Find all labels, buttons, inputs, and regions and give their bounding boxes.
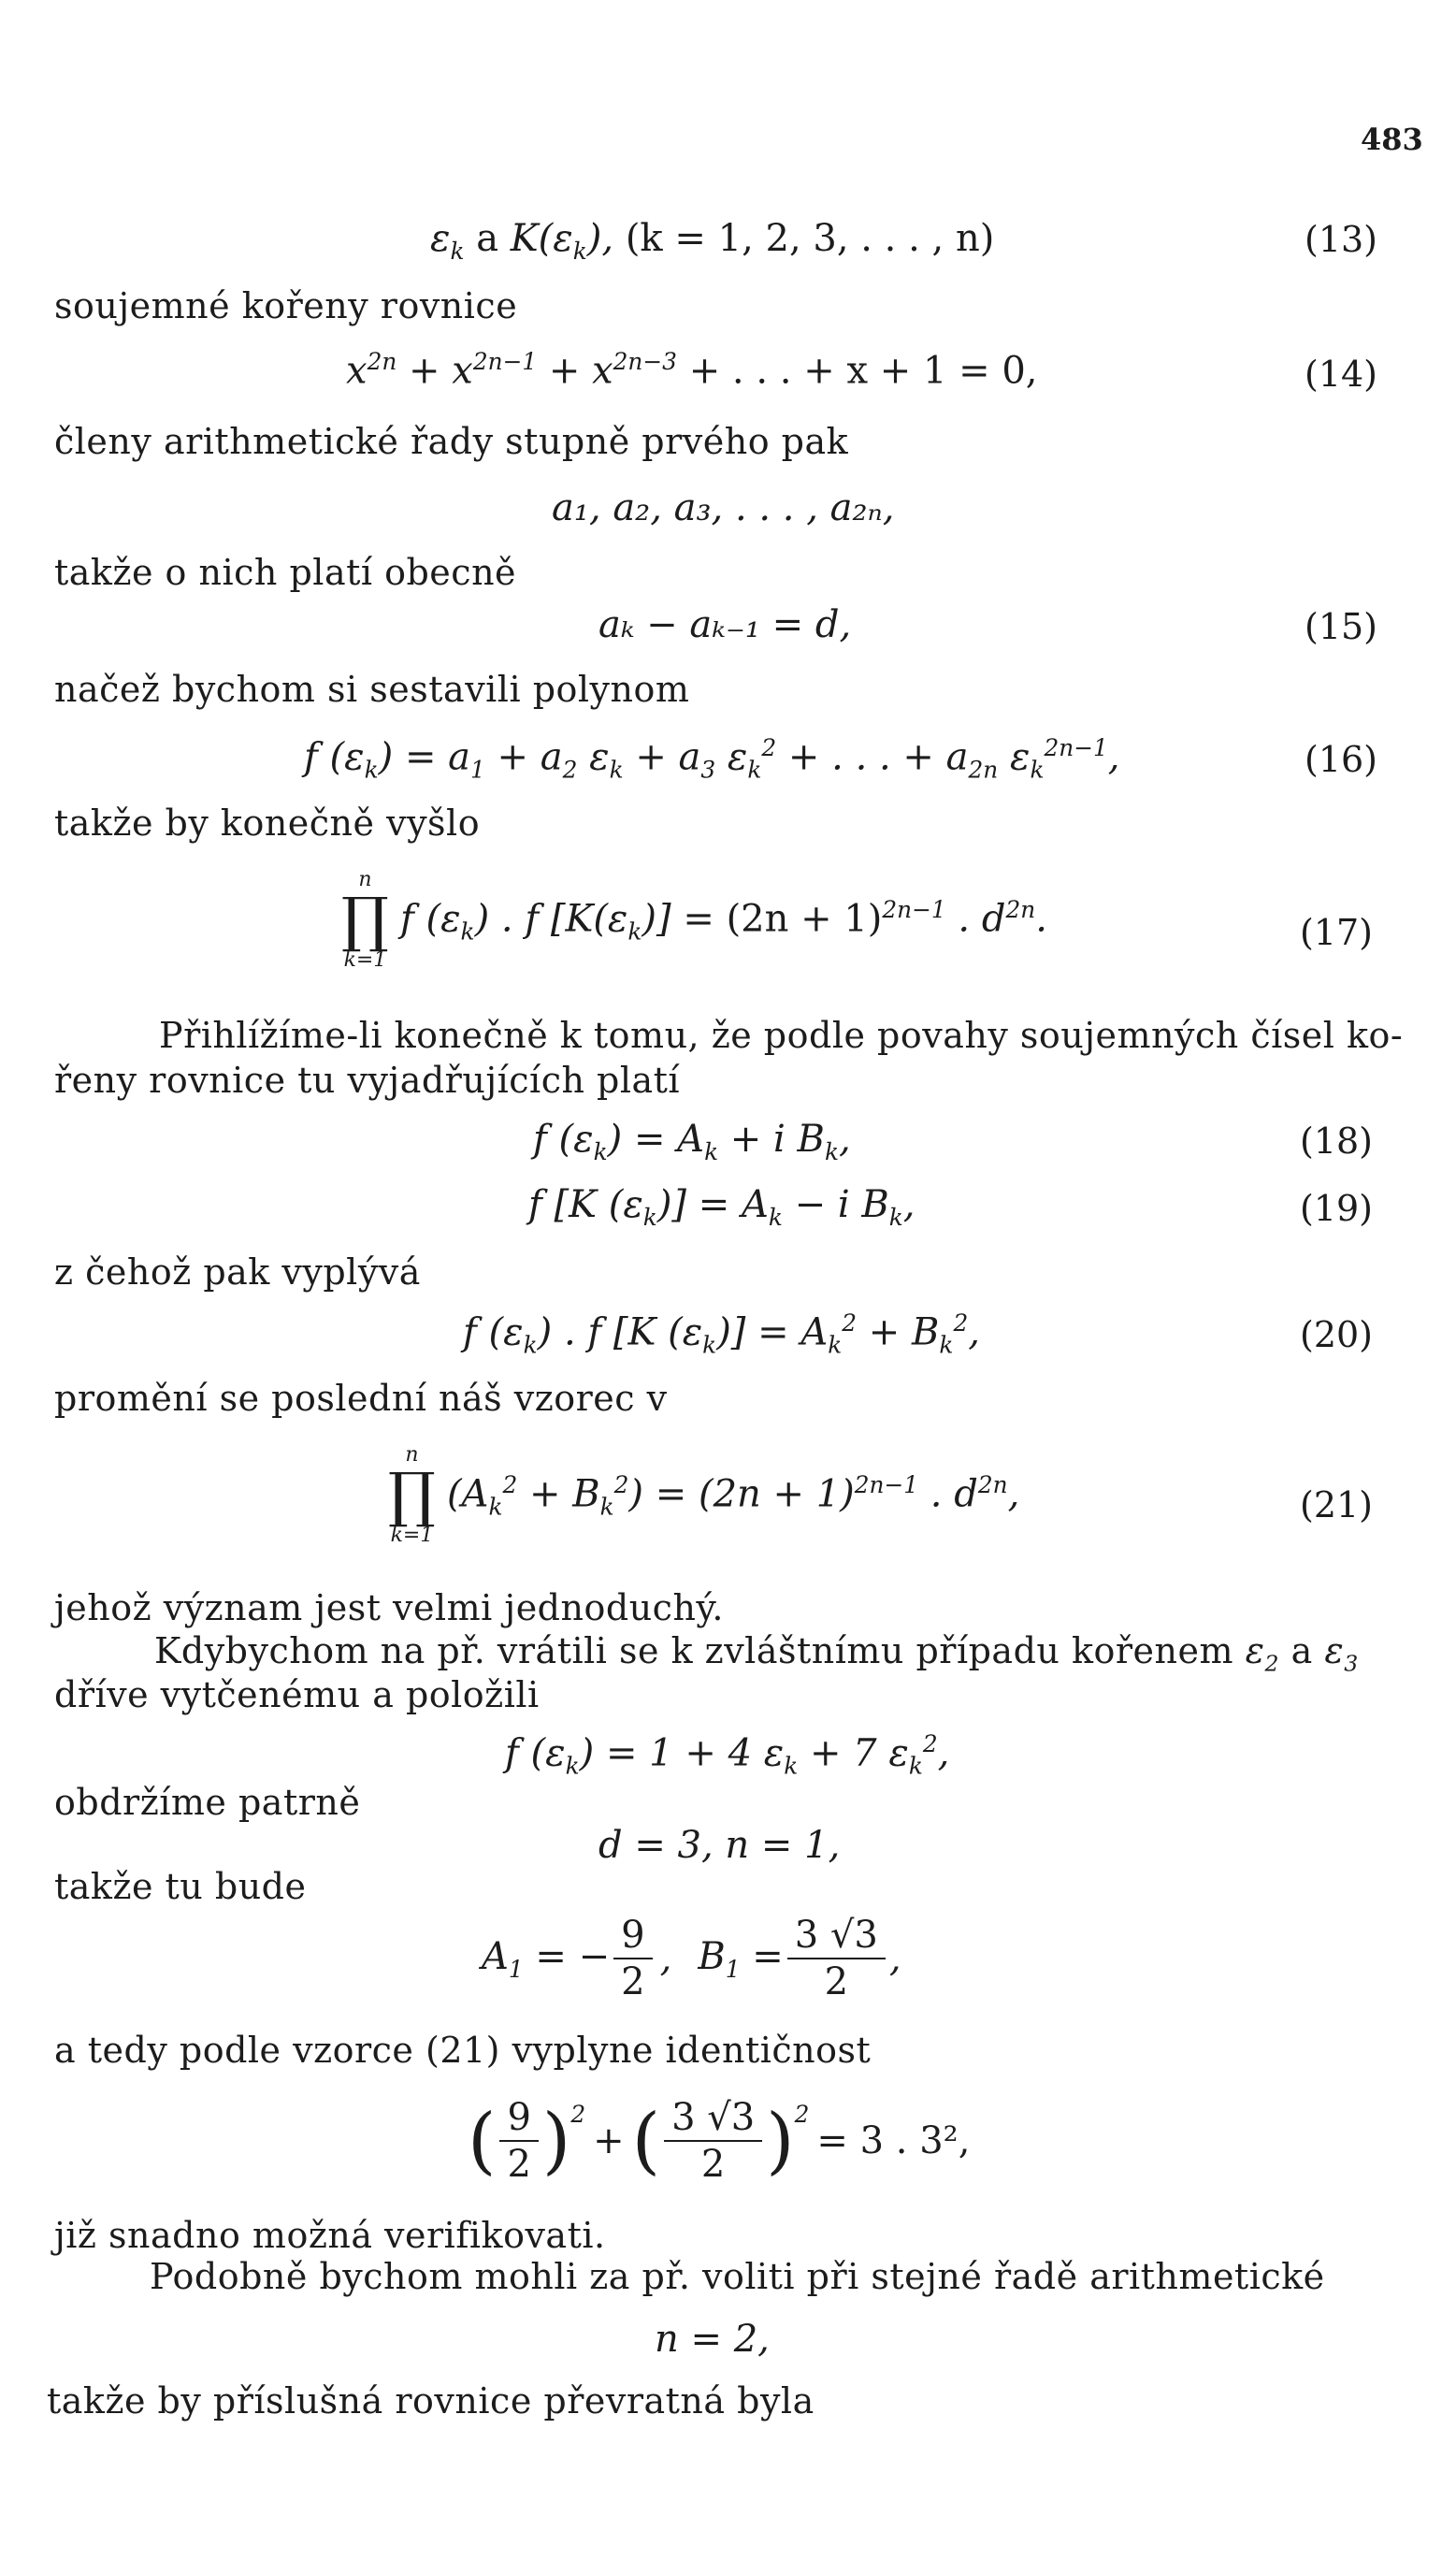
equation-21: n ∏ k=1 $(A_k^2 + B_k^2) = (2n + 1)^{2n-1}$ . $d^{2n}$,: [388, 1443, 1020, 1547]
text-line-10b: dříve vytčenému a položili: [54, 1674, 540, 1715]
equation-number-19: (19): [1300, 1188, 1374, 1229]
text-line-12: takže tu bude: [54, 1866, 307, 1907]
equation-15: aₖ − aₖ₋₁ = d,: [598, 603, 852, 646]
f-eps-formula: f $(\varepsilon_k) = 1 + 4$ $\varepsilon_k + 7$ $\varepsilon_k^2$,: [505, 1730, 950, 1780]
identity-formula: ( $\frac{9}{2}$ ) $^2$ + ( $\frac{3 √3}{2}$ ) $^2$ = 3 . 3²,: [468, 2096, 971, 2186]
page-number: 483: [1361, 122, 1423, 157]
a1-b1-formula: $A_1$ = − $\frac{9}{2}$ , $B_1$ = $\frac{3 √3}{2}$ ,: [482, 1914, 901, 2003]
n-eq-formula: n = 2,: [655, 2318, 770, 2361]
equation-16: f $(\varepsilon_k) = a_1 + a_2$ $\varepsilon_k + a_3$ $\varepsilon_k^2$ + . . . + $a_{2n}$ $\varepsilon_k^{2n-1}$,: [304, 734, 1120, 784]
text-line-11: obdržíme patrně: [54, 1782, 361, 1823]
text-line-8: promění se poslední náš vzorec v: [54, 1378, 668, 1419]
text-line-16: takže by příslušná rovnice převratná byla: [47, 2380, 814, 2422]
text-line-4: načež bychom si sestavili polynom: [54, 669, 690, 710]
text-line-7: z čehož pak vyplývá: [54, 1251, 421, 1293]
sequence-formula: a₁, a₂, a₃, . . . , a₂ₙ,: [552, 486, 895, 529]
text-line-6a: Přihlížíme-li konečně k tomu, že podle povahy soujemných čísel ko-: [159, 1015, 1404, 1056]
text-line-10a: Kdybychom na př. vrátili se k zvláštnímu případu kořenem $\varepsilon_2$ a $\varepsilon_3$: [154, 1630, 1359, 1677]
equation-number-20: (20): [1300, 1314, 1374, 1355]
text-line-13: a tedy podle vzorce (21) vyplyne identičnost: [54, 2030, 872, 2071]
equation-number-15: (15): [1305, 606, 1378, 647]
d-n-formula: d = 3, n = 1,: [598, 1824, 841, 1867]
text-line-9: jehož význam jest velmi jednoduchý.: [54, 1587, 724, 1628]
text-line-5: takže by konečně vyšlo: [54, 802, 481, 844]
product-symbol: n ∏ k=1: [341, 868, 389, 972]
text-line-6b: řeny rovnice tu vyjadřujících platí: [54, 1060, 681, 1101]
equation-number-13: (13): [1305, 219, 1378, 260]
equation-number-16: (16): [1305, 739, 1378, 780]
equation-number-21: (21): [1300, 1484, 1374, 1525]
text-line-14: již snadno možná verifikovati.: [54, 2215, 606, 2256]
equation-number-18: (18): [1300, 1120, 1374, 1162]
equation-19: f [K $(\varepsilon_k)] = A_k - i$ $B_k$,: [528, 1183, 915, 1231]
equation-number-14: (14): [1305, 354, 1378, 395]
equation-14: $x^{2n} + x^{2n-1} + x^{2n-3}$ + . . . + x + 1 = 0,: [346, 348, 1038, 393]
equation-20: f $(\varepsilon_k)$ . f [K $(\varepsilon_k)] = A_k^2 + B_k^2$,: [463, 1309, 980, 1359]
text-line-3: takže o nich platí obecně: [54, 552, 517, 593]
equation-13: $\varepsilon_k$ a $K(\varepsilon_k)$, (k = 1, 2, 3, . . . , n): [430, 217, 995, 265]
equation-18: f $(\varepsilon_k) = A_k + i$ $B_k$,: [533, 1118, 851, 1165]
text-line-15: Podobně bychom mohli za př. voliti při stejné řadě arithmetické: [150, 2256, 1325, 2297]
text-line-1: soujemné kořeny rovnice: [54, 285, 518, 326]
text-line-2: členy arithmetické řady stupně prvého pak: [54, 421, 849, 462]
equation-17: n ∏ k=1 f $(\varepsilon_k)$ . f $[K(\varepsilon_k)] = (2n + 1)^{2n-1}$ . $d^{2n}$.: [341, 868, 1047, 972]
equation-number-17: (17): [1300, 912, 1374, 953]
product-symbol-21: n ∏ k=1: [388, 1443, 436, 1547]
